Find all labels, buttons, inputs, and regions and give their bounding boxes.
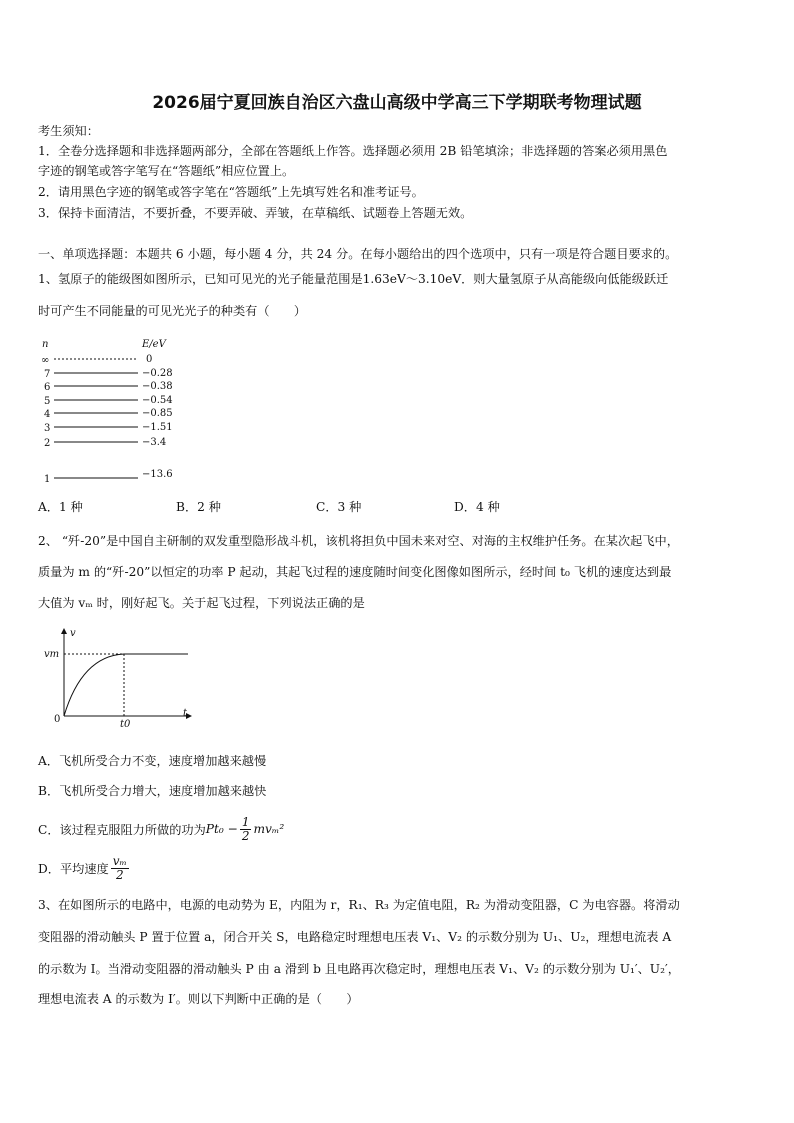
level-n-7: 7 — [44, 369, 51, 380]
avg-velocity-fraction — [111, 855, 129, 881]
half-fraction — [240, 816, 252, 842]
q3-line2: 变阻器的滑动触头 P 置于位置 a，闭合开关 S，电路稳定时理想电压表 V₁、V₂ 的示数分别为 U₁、U₂，理想电流表 A — [38, 930, 672, 944]
t-axis-label: t — [183, 708, 188, 719]
q2-option-c — [38, 812, 758, 846]
level-e-4: −0.85 — [142, 408, 173, 419]
vm-label: vm — [44, 649, 60, 660]
notice-item-1: 1．全卷分选择题和非选择题两部分，全部在答题纸上作答。选择题必须用 2B 铅笔填涂；非选择题的答案必须用黑色 — [38, 144, 668, 158]
t0-label: t0 — [120, 719, 131, 730]
q2-line3: 大值为 vₘ 时，刚好起飞。关于起飞过程，下列说法正确的是 — [38, 596, 365, 610]
q2-line2: 质量为 m 的“歼-20”以恒定的功率 P 起动，其起飞过程的速度随时间变化图像如图所示，经时间 t₀ 飞机的速度达到最 — [38, 565, 672, 579]
notice-item-2: 2．请用黑色字迹的钢笔或答字笔在“答题纸”上先填写姓名和准考证号。 — [38, 185, 424, 199]
level-e-6: −0.38 — [142, 381, 173, 392]
q2-option-c-mv: mvₘ² — [253, 822, 285, 836]
q3-line1: 3、在如图所示的电路中，电源的电动势为 E，内阻为 r，R₁、R₃ 为定值电阻，R₂ 为滑动变阻器，C 为电容器。将滑动 — [38, 898, 680, 912]
q1-option-d: D．4 种 — [454, 500, 500, 514]
q1-line1: 1、氢原子的能级图如图所示，已知可见光的光子能量范围是1.63eV～3.10eV．则大量氢原子从高能级向低能级跃迁 — [38, 272, 669, 286]
notice-item-3: 3．保持卡面清洁，不要折叠，不要弄破、弄皱，在草稿纸、试题卷上答题无效。 — [38, 206, 473, 220]
half-denominator: 2 — [241, 828, 250, 843]
level-n-2: 2 — [44, 438, 51, 449]
avg-velocity-denominator: 2 — [115, 867, 124, 882]
page-title: 2026届宁夏回族自治区六盘山高级中学高三下学期联考物理试题 — [152, 93, 642, 113]
energy-level-diagram — [38, 334, 198, 486]
q3-line3: 的示数为 I。当滑动变阻器的滑动触头 P 由 a 滑到 b 且电路再次稳定时，理想电压表 V₁、V₂ 的示数分别为 U₁′、U₂′， — [38, 962, 680, 976]
level-n-4: 4 — [44, 409, 51, 420]
q1-option-c: C．3 种 — [316, 500, 362, 514]
level-e-5: −0.54 — [142, 395, 173, 406]
avg-velocity-numerator: vₘ — [112, 853, 127, 868]
q3-line4: 理想电流表 A 的示数为 I′。则以下判断中正确的是（ ） — [38, 992, 359, 1006]
level-e-inf: 0 — [146, 354, 153, 365]
half-numerator: 1 — [241, 814, 250, 829]
q1-line2: 时可产生不同能量的可见光光子的种类有（ ） — [38, 304, 307, 318]
origin-label: 0 — [54, 714, 61, 725]
level-e-1: −13.6 — [142, 469, 173, 480]
q2-option-c-text: C．该过程克服阻力所做的功为 — [38, 822, 206, 837]
q1-option-a: A．1 种 — [38, 500, 83, 514]
q2-line1: 2、 “歼-20”是中国自主研制的双发重型隐形战斗机，该机将担负中国未来对空、对海的主权维护任务。在某次起飞中， — [38, 534, 679, 548]
q2-option-c-pt: Pt₀ − — [205, 822, 238, 836]
level-n-1: 1 — [44, 474, 51, 485]
notice-item-1-cont: 字迹的钢笔或答字笔写在“答题纸”相应位置上。 — [38, 164, 295, 178]
level-n-3: 3 — [44, 423, 51, 434]
level-e-3: −1.51 — [142, 422, 173, 433]
level-n-inf: ∞ — [41, 355, 50, 366]
level-e-2: −3.4 — [142, 437, 167, 448]
q1-option-b: B．2 种 — [176, 500, 221, 514]
level-n-5: 5 — [44, 396, 51, 407]
n-axis-label: n — [42, 339, 49, 350]
q2-option-d — [38, 850, 758, 886]
v-axis-label: v — [70, 628, 76, 639]
energy-axis-label: E/eV — [142, 339, 166, 350]
level-e-7: −0.28 — [142, 368, 173, 379]
level-n-6: 6 — [44, 382, 51, 393]
q2-option-d-text: D．平均速度 — [38, 861, 109, 876]
q2-option-b: B．飞机所受合力增大，速度增加越来越快 — [38, 784, 267, 798]
velocity-time-graph — [38, 624, 198, 732]
notice-heading: 考生须知： — [38, 124, 99, 138]
q2-option-a: A．飞机所受合力不变，速度增加越来越慢 — [38, 754, 267, 768]
section-heading: 一、单项选择题：本题共 6 小题，每小题 4 分，共 24 分。在每小题给出的四个选项中，只有一项是符合题目要求的。 — [38, 247, 678, 261]
